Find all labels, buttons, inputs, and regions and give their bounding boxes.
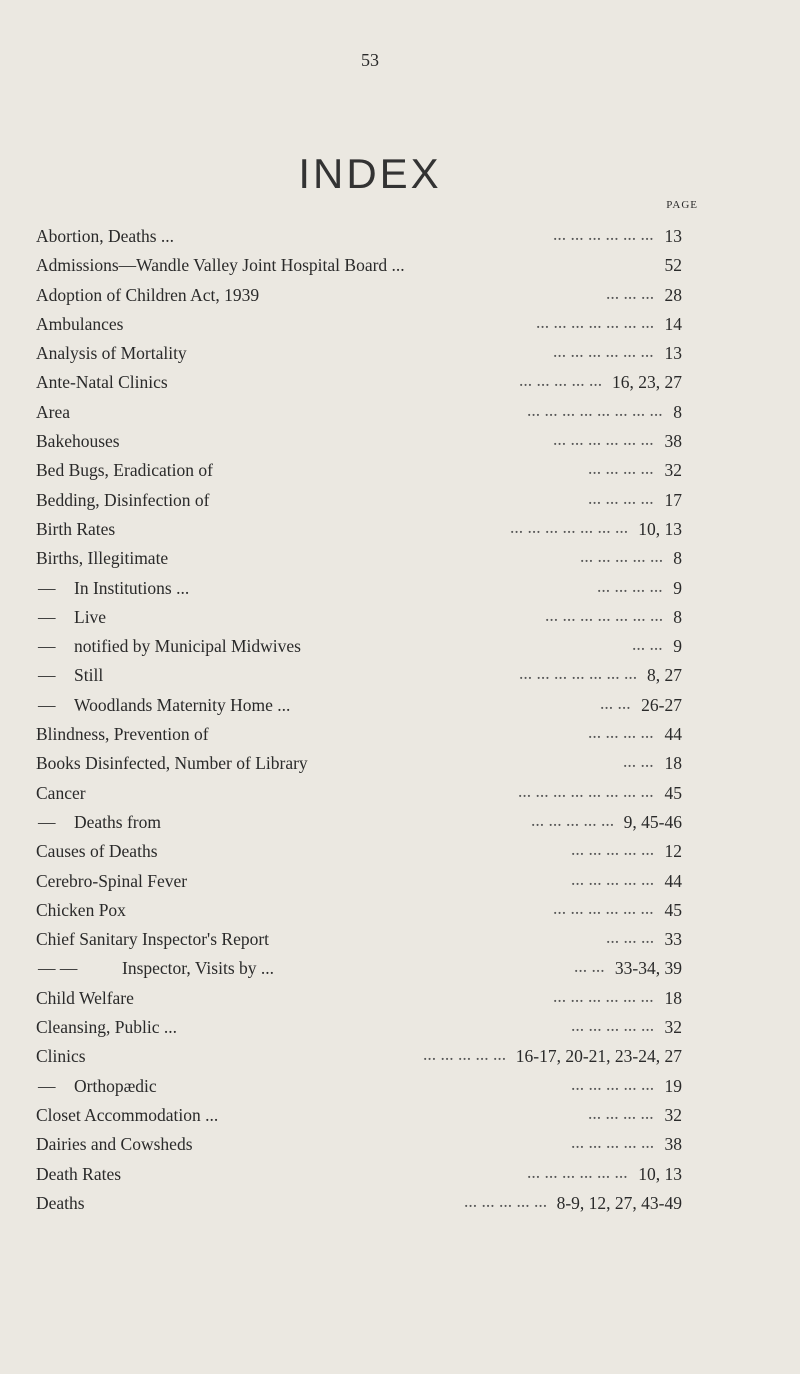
index-page-ref: 38 (664, 431, 682, 452)
index-entry (36, 1013, 682, 1042)
index-page-ref: 18 (664, 987, 682, 1008)
index-entry (36, 720, 682, 749)
leader-dots: ... ... ... ... ... ... (553, 429, 654, 450)
leader-dots: ... ... ... ... ... (571, 1132, 655, 1153)
index-term-text: Chicken Pox (36, 899, 126, 920)
leader-dots: ... ... ... ... ... ... ... (519, 663, 638, 684)
leader-dots: ... ... ... ... ... ... (553, 985, 654, 1006)
index-term (36, 808, 161, 837)
index-entry (36, 837, 682, 866)
index-entry (36, 1130, 682, 1159)
index-term-text: Birth Rates (36, 518, 116, 539)
index-term-text: Blindness, Prevention of (36, 724, 209, 745)
index-term-text: notified by Municipal Midwives (74, 636, 301, 657)
index-entry (36, 1072, 682, 1101)
index-term (36, 1101, 218, 1130)
index-term (36, 984, 134, 1013)
index-entry (36, 1042, 682, 1071)
index-term (36, 515, 115, 544)
index-term (36, 661, 103, 690)
index-page-ref: 8 (673, 401, 682, 422)
index-term (36, 339, 187, 368)
index-entry (36, 661, 682, 690)
index-term (36, 368, 168, 397)
leader-dots: ... ... ... ... ... (571, 1015, 655, 1036)
index-term (36, 1042, 86, 1071)
index-term (36, 456, 213, 485)
sub-entry-dash: — (38, 1075, 56, 1096)
leader-dots: ... ... ... ... ... ... (527, 1161, 628, 1182)
index-term-text: Inspector, Visits by ... (122, 958, 275, 979)
index-page-ref: 33 (664, 929, 682, 950)
index-page-ref: 32 (664, 1104, 682, 1125)
index-term (36, 251, 405, 280)
sub-entry-dash: — (38, 694, 56, 715)
index-page-ref: 10, 13 (638, 518, 682, 539)
index-term (36, 427, 120, 456)
index-entry (36, 574, 682, 603)
index-page-ref: 9, 45-46 (623, 811, 682, 832)
index-term (36, 749, 308, 778)
index-term-text: Births, Illegitimate (36, 548, 169, 569)
leader-dots: ... ... ... ... ... (531, 809, 615, 830)
index-term-text: Dairies and Cowsheds (36, 1134, 193, 1155)
leader-dots: ... ... ... ... ... ... (553, 897, 654, 918)
index-page-ref: 38 (664, 1134, 682, 1155)
index-page-ref: 52 (664, 255, 682, 276)
index-page-ref: 16-17, 20-21, 23-24, 27 (515, 1046, 682, 1067)
index-entry (36, 749, 682, 778)
index-term (36, 1160, 121, 1189)
index-term-text: Adoption of Children Act, 1939 (36, 284, 260, 305)
index-entry (36, 984, 682, 1013)
leader-dots: ... ... ... ... ... (571, 839, 655, 860)
index-term-text: Ante-Natal Clinics (36, 372, 168, 393)
index-entry (36, 427, 682, 456)
index-page-ref: 13 (664, 343, 682, 364)
index-page-ref: 13 (664, 226, 682, 246)
sub-entry-dash: — (38, 811, 56, 832)
index-term-text: Admissions—Wandle Valley Joint Hospital Board ... (36, 255, 405, 276)
index-term (36, 896, 126, 925)
index-entry (36, 339, 682, 368)
leader-dots: ... ... ... ... ... (519, 370, 603, 391)
sub-entry-dash: — (38, 636, 56, 657)
index-term-text: In Institutions ... (74, 577, 190, 598)
leader-dots: ... ... ... ... (597, 575, 663, 596)
index-term (36, 925, 269, 954)
index-page-ref: 45 (664, 899, 682, 920)
index-term-text: Deaths from (74, 811, 161, 832)
index-term (36, 1189, 85, 1218)
leader-dots: ... ... ... ... ... ... (553, 341, 654, 362)
index-term (36, 1130, 193, 1159)
leader-dots: ... ... ... ... ... (571, 1073, 655, 1094)
index-entry (36, 1189, 682, 1218)
index-page-ref: 44 (664, 724, 682, 745)
index-entry (36, 515, 682, 544)
index-entry (36, 603, 682, 632)
page-number: 53 (361, 50, 379, 70)
leader-dots: ... ... ... ... (588, 458, 654, 479)
index-page-ref: 44 (664, 870, 682, 891)
index-term (36, 603, 106, 632)
index-entry (36, 310, 682, 339)
leader-dots: ... ... ... ... ... (580, 546, 664, 567)
index-term-text: Live (74, 606, 107, 627)
leader-dots: ... ... ... ... ... (423, 1044, 507, 1065)
index-term-text: Deaths (36, 1192, 85, 1213)
leader-dots: ... ... ... ... (588, 722, 654, 743)
sub-entry-dash: — — (38, 958, 78, 979)
index-entry (36, 779, 682, 808)
index-entry (36, 691, 682, 720)
index-page-ref: 18 (664, 753, 682, 774)
index-term-text: Bed Bugs, Eradication of (36, 460, 213, 481)
index-term (36, 691, 290, 720)
index-term (36, 486, 210, 515)
index-page-ref: 32 (664, 1017, 682, 1038)
index-term-text: Analysis of Mortality (36, 343, 187, 364)
index-page-ref: 10, 13 (638, 1163, 682, 1184)
index-term (36, 1013, 177, 1042)
leader-dots: ... ... (600, 692, 631, 713)
index-entry (36, 251, 682, 280)
index-term-text: Chief Sanitary Inspector's Report (36, 929, 270, 950)
index-term (36, 632, 301, 661)
index-term (36, 867, 187, 896)
index-term (36, 310, 123, 339)
index-term (36, 779, 86, 808)
index-page-ref: 32 (664, 460, 682, 481)
index-page-ref: 16, 23, 27 (612, 372, 682, 393)
index-term-text: Cleansing, Public ... (36, 1017, 177, 1038)
index-page-ref: 8-9, 12, 27, 43-49 (556, 1192, 682, 1213)
index-term (36, 398, 70, 427)
index-entry (36, 222, 682, 251)
index-term-text: Bakehouses (36, 431, 120, 452)
index-term (36, 1072, 157, 1101)
index-term-text: Closet Accommodation ... (36, 1104, 219, 1125)
index-term-text: Causes of Deaths (36, 841, 158, 862)
index-term-text: Cancer (36, 782, 86, 803)
leader-dots: ... ... ... ... ... (464, 1190, 548, 1211)
leader-dots: ... ... ... ... ... ... (553, 224, 654, 244)
index-entry (36, 398, 682, 427)
index-entry (36, 954, 682, 983)
index-entry (36, 1160, 682, 1189)
index-term-text: Ambulances (36, 313, 124, 334)
leader-dots: ... ... ... ... ... ... ... (536, 311, 655, 332)
index-page-ref: 12 (664, 841, 682, 862)
page-title: INDEX (298, 150, 442, 197)
index-page-ref: 26-27 (641, 694, 682, 715)
index-term (36, 544, 168, 573)
index-entry (36, 456, 682, 485)
leader-dots: ... ... ... ... ... ... ... (510, 516, 629, 537)
index-page-ref: 14 (664, 313, 682, 334)
index-term-text: Woodlands Maternity Home ... (74, 694, 291, 715)
leader-dots: ... ... ... ... ... (571, 868, 655, 889)
index-term (36, 281, 259, 310)
index-entry (36, 867, 682, 896)
index-entry (36, 281, 682, 310)
leader-dots: ... ... ... ... (588, 487, 654, 508)
index-term-text: Area (36, 401, 71, 422)
leader-dots: ... ... (632, 634, 663, 655)
index-list (36, 222, 682, 1218)
leader-dots: ... ... ... (606, 282, 655, 303)
index-term (36, 574, 189, 603)
index-page-ref: 8, 27 (647, 665, 682, 686)
index-entry (36, 632, 682, 661)
leader-dots: ... ... ... ... ... ... ... ... (527, 399, 663, 420)
index-page-ref: 45 (664, 782, 682, 803)
index-entry (36, 925, 682, 954)
index-term-text: Child Welfare (36, 987, 134, 1008)
leader-dots: ... ... ... ... (588, 1102, 654, 1123)
index-page-ref: 19 (664, 1075, 682, 1096)
index-term (36, 954, 274, 983)
index-term-text: Orthopædic (74, 1075, 157, 1096)
index-page-ref: 9 (673, 577, 682, 598)
index-term (36, 720, 209, 749)
index-page-ref: 8 (673, 548, 682, 569)
index-entry (36, 544, 682, 573)
index-term (36, 837, 158, 866)
index-entry (36, 1101, 682, 1130)
index-term (36, 222, 174, 251)
index-term-text: Abortion, Deaths ... (36, 226, 175, 246)
index-term-text: Books Disinfected, Number of Library (36, 753, 308, 774)
sub-entry-dash: — (38, 606, 56, 627)
index-entry (36, 368, 682, 397)
index-page-ref: 9 (673, 636, 682, 657)
index-page-ref: 17 (664, 489, 682, 510)
index-page-ref: 28 (664, 284, 682, 305)
leader-dots: ... ... ... (606, 927, 655, 948)
index-entry (36, 896, 682, 925)
index-entry (36, 808, 682, 837)
index-term-text: Cerebro-Spinal Fever (36, 870, 188, 891)
index-term-text: Bedding, Disinfection of (36, 489, 210, 510)
leader-dots: ... ... ... ... ... ... ... (545, 604, 664, 625)
index-page-ref: 8 (673, 606, 682, 627)
sub-entry-dash: — (38, 577, 56, 598)
page-column-label: PAGE (666, 199, 698, 211)
sub-entry-dash: — (38, 665, 56, 686)
index-term-text: Still (74, 665, 104, 686)
index-term-text: Death Rates (36, 1163, 122, 1184)
leader-dots: ... ... (574, 956, 605, 977)
leader-dots: ... ... ... ... ... ... ... ... (518, 780, 654, 801)
leader-dots: ... ... (623, 751, 654, 772)
index-entry (36, 486, 682, 515)
index-term-text: Clinics (36, 1046, 86, 1067)
index-page-ref: 33-34, 39 (614, 958, 682, 979)
